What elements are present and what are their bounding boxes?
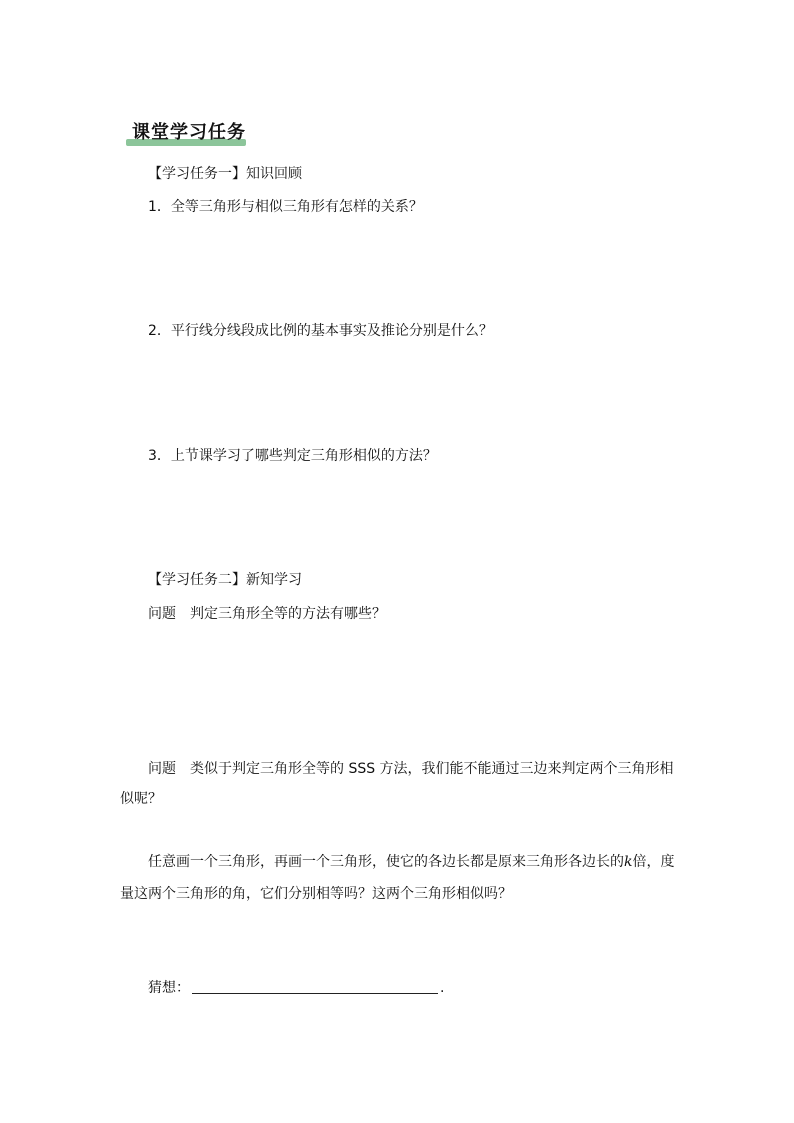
- variable-k: k: [624, 854, 633, 870]
- task2-activity-line-2: 量这两个三角形的角，它们分别相等吗？这两个三角形相似吗？: [120, 886, 512, 902]
- task1-question-1: 1．全等三角形与相似三角形有怎样的关系？: [148, 199, 423, 215]
- conjecture-end: .: [440, 980, 445, 996]
- task1-header: 【学习任务一】知识回顾: [148, 166, 302, 182]
- activity-text-pre: 任意画一个三角形，再画一个三角形，使它的各边长都是原来三角形各边长的: [148, 854, 624, 870]
- task1-question-2: 2．平行线分线段成比例的基本事实及推论分别是什么？: [148, 323, 493, 339]
- conjecture-line: [148, 977, 444, 998]
- section-title: 课堂学习任务: [132, 122, 246, 143]
- conjecture-label: 猜想：: [148, 980, 190, 996]
- task2-problem-2-line-1: 问题 类似于判定三角形全等的 SSS 方法，我们能不能通过三边来判定两个三角形相: [148, 761, 674, 777]
- activity-text-post: 倍，度: [632, 854, 675, 870]
- task2-header: 【学习任务二】新知学习: [148, 572, 302, 588]
- task2-activity-line-1: [148, 852, 674, 872]
- task1-question-3: 3．上节课学习了哪些判定三角形相似的方法？: [148, 448, 437, 464]
- conjecture-answer-blank[interactable]: [192, 977, 438, 994]
- task2-problem-1: 问题 判定三角形全等的方法有哪些？: [148, 606, 386, 622]
- task2-problem-2-line-2: 似呢？: [120, 791, 162, 807]
